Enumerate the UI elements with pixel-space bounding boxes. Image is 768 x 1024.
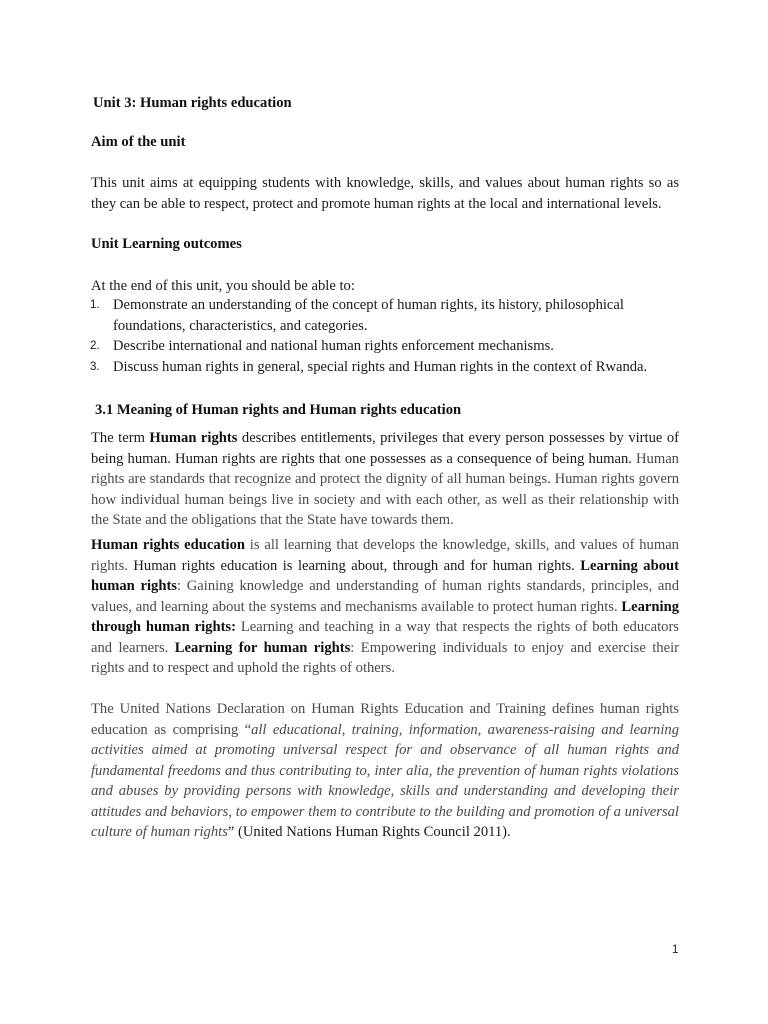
para-text: is all learning that develops the knowledge, skills, and values of human rights. (91, 537, 679, 574)
list-item-text: Discuss human rights in general, special rights and Human rights in the context of Rwanda. (113, 359, 648, 376)
term-human-rights-education: Human rights education (91, 537, 245, 553)
list-item (90, 295, 690, 336)
aim-paragraph: This unit aims at equipping students with knowledge, skills, and values about human rights so as they can be able to respect, protect and promote human rights at the local and international levels. (91, 175, 679, 212)
para-text: Learning and teaching in a way that respects the rights of both educators and learners. (91, 619, 679, 656)
list-item (90, 357, 690, 378)
para-text: Human rights education is learning about, through and for human rights. (127, 557, 581, 574)
para-text: The United Nations Declaration on Human Rights Education and Training defines human rights education as comprising “ (91, 701, 679, 738)
term-learning-about: Learning about human rights (91, 557, 679, 594)
term-human-rights: Human rights (149, 430, 238, 446)
list-item-number: 1. (90, 299, 100, 311)
quotation: all educational, training, information, awareness-raising and learning activities aimed at promoting universal respect for and observance of all human rights and fundamental freedoms and thus contributing to, inter alia, the prevention of human rights violations and abuses by providing persons with knowledge, skills and understanding and developing their attitudes and behaviors, to empower them to contribute to the building and promotion of a universal culture of human rights (91, 721, 679, 840)
unit-title: Unit 3: Human rights education (93, 95, 292, 111)
aim-heading: Aim of the unit (91, 134, 186, 150)
para-text: The term (91, 430, 150, 446)
list-item-number: 2. (90, 340, 100, 353)
human-rights-education-paragraph (91, 535, 679, 679)
para-text: : Gaining knowledge and understanding of human rights standards, principles, and values, and learning about the systems and mechanisms available to protect human rights. (91, 578, 680, 615)
term-learning-for: Learning for human rights (174, 639, 351, 656)
para-text: Human rights are standards that recognize and protect the dignity of all human beings. Human rights govern how individual human beings live in society and with each other, as well as their relationship with the State and the obligations that the State have towards them. (91, 450, 679, 528)
citation: ” (United Nations Human Rights Council 2011). (227, 824, 511, 840)
page-number: 1 (672, 944, 679, 956)
learning-outcomes-intro: At the end of this unit, you should be able to: (91, 278, 355, 294)
term-learning-through: Learning through human rights: (91, 598, 679, 635)
learning-outcomes-list (90, 295, 690, 378)
list-item-number: 3. (90, 361, 100, 374)
list-item-text: Describe international and national human rights enforcement mechanisms. (113, 338, 554, 355)
un-declaration-paragraph (91, 699, 679, 843)
section-heading: 3.1 Meaning of Human rights and Human rights education (95, 402, 462, 418)
list-item (90, 336, 690, 357)
para-text: describes entitlements, privileges that every person possesses by virtue of being human. Human rights are rights that one possesses as a consequence of being human. (91, 430, 680, 467)
learning-outcomes-heading: Unit Learning outcomes (91, 236, 242, 252)
para-text: : Empowering individuals to enjoy and exercise their rights and to respect and uphold the rights of others. (91, 639, 679, 676)
list-item-text: Demonstrate an understanding of the concept of human rights, its history, philosophical foundations, characteristics, and categories. (113, 297, 624, 334)
human-rights-paragraph (91, 428, 679, 531)
